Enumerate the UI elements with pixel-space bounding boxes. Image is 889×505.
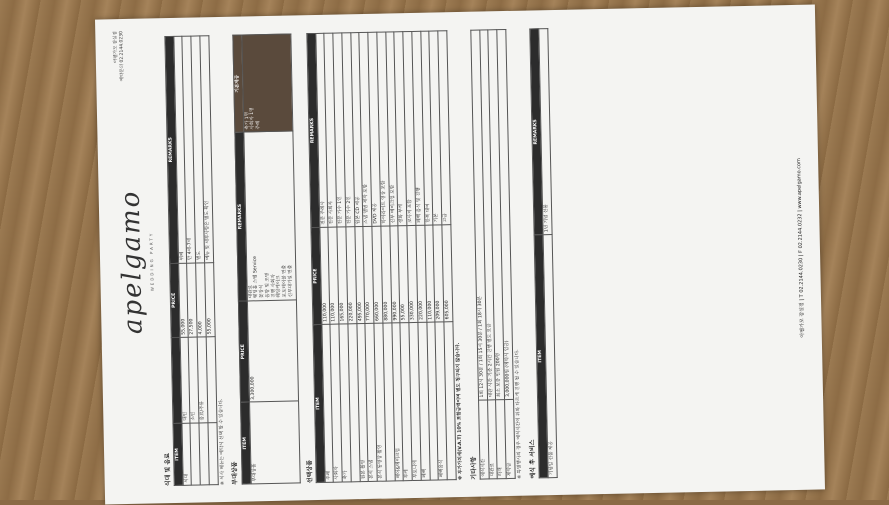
option-price: 110,000 [328, 226, 339, 323]
package-header: REMARKS [235, 132, 247, 301]
option-price: 165,000 [337, 226, 348, 323]
food-header: ITEM [173, 423, 183, 485]
option-remark: 전문 주례사 [316, 33, 329, 227]
option-price: 110,000 [320, 227, 331, 324]
option-price: 110,000 [424, 224, 435, 321]
option-price: 55,000 [398, 225, 409, 322]
option-item: 폐백 [418, 322, 430, 480]
food-cell: 식대 [182, 423, 192, 485]
package-remark: 웨딩케이크 [276, 274, 283, 298]
service-remark: 1년 기념 선물 [539, 28, 552, 234]
option-remark: DVD 제공 [368, 32, 381, 226]
package-extra-item: 주례 [256, 119, 262, 129]
brand-subtitle: WEDDING PARTY [147, 231, 155, 291]
food-cell: 메뉴 및 세부사항은 별도 확인 [200, 35, 213, 262]
package-extra-item: 사회자 1명 [250, 106, 256, 130]
option-item: 축가 [339, 323, 351, 481]
food-cell: 별도 [191, 35, 204, 262]
option-remark: 하이라이트 영상 포함 [377, 32, 390, 226]
option-price: 880,000 [381, 225, 392, 322]
option-item: 헤어&메이크업 [392, 322, 404, 480]
option-price: 605,000 [442, 224, 453, 321]
food-note: ※ 식사 메뉴는 예약시 선택 할 수 있습니다. [218, 397, 226, 485]
package-remarks [244, 131, 296, 301]
misc-value: 최소 보증 인원 200명 [488, 29, 504, 399]
package-extra-item: 축가 1명 [244, 111, 250, 130]
option-price: 495,000 [355, 226, 366, 323]
food-section [155, 35, 226, 486]
food-cell [208, 422, 218, 484]
misc-label: 대관료 [487, 399, 497, 478]
package-extra [241, 34, 292, 132]
package-header: PRICE [238, 300, 249, 402]
food-cell: 4,000 [196, 262, 206, 337]
option-price: 990,000 [389, 225, 400, 322]
food-cell: 소인 [189, 337, 200, 423]
package-dark-label: 기본제공 [233, 35, 244, 132]
package-section [223, 33, 301, 484]
option-price: 330,000 [407, 225, 418, 322]
misc-label: 예식시간 [479, 399, 489, 478]
vat-note: ※ 부가가치세(V.A.T) 10% 포함금액이며 별도 청구되지 않습니다. [455, 342, 464, 480]
options-header: REMARKS [307, 33, 320, 227]
option-item: 부케 [400, 322, 412, 480]
option-item: 본식 스냅 [365, 323, 377, 481]
options-table [306, 30, 456, 483]
food-title: 식대 및 음료 [163, 452, 172, 486]
option-remark: 기본 [429, 30, 442, 224]
service-header: REMARKS [530, 28, 543, 234]
service-item: 기념일 선물 제공 [543, 234, 557, 477]
food-cell [206, 336, 217, 422]
package-title: 부대상품 [231, 460, 240, 485]
misc-label: 계약금 [505, 399, 515, 478]
option-price: 770,000 [363, 226, 374, 323]
food-header: PRICE [170, 262, 180, 337]
option-item: 주례 [322, 324, 334, 482]
option-item: 부토니에 [409, 322, 421, 480]
options-title: 선택상품 [305, 459, 314, 483]
misc-value: 3,000,000원 (예약시 입금) [497, 29, 513, 399]
food-cell: 만 4세-7세 [182, 36, 195, 263]
option-remark: 원본 CD 제공 [351, 32, 364, 226]
option-item: 본식 동영상 촬영 [374, 323, 386, 481]
option-remark: 전문 가수 1인 [333, 32, 346, 226]
price-sheet [95, 5, 825, 505]
venue-address [113, 30, 125, 81]
options-header: ITEM [313, 324, 325, 482]
food-table [164, 35, 218, 486]
package-remark: 신부대기실 연출 [287, 264, 294, 297]
option-price: 220,000 [416, 225, 427, 322]
misc-label: 하객 [496, 399, 506, 478]
service-header: ITEM [534, 234, 548, 477]
food-cell: 뷔페 [174, 36, 187, 263]
table-row [241, 34, 299, 484]
package-remark: 포토테이블 연출 [282, 264, 288, 298]
option-remark: 폐백 음식 및 진행 [412, 31, 425, 225]
package-table [232, 33, 300, 484]
food-cell: 55,000 [205, 262, 215, 337]
option-remark: 전문 가수 2인 [342, 32, 355, 226]
misc-value: 대관 시간 기준 2시간 진행 별도 요금 [480, 29, 496, 399]
document-content [105, 12, 815, 497]
service-section [520, 28, 557, 478]
package-remark: 꽃장식 [259, 284, 265, 298]
package-remark: 음향 및 조명 [265, 272, 271, 298]
food-cell: 대인 [180, 337, 191, 423]
food-cell: 음료/주류 [197, 336, 208, 422]
option-remark: 고급 [438, 30, 451, 224]
option-price: 209,000 [433, 224, 444, 321]
address-line-2: 예약문의 02.2144.0230 [118, 30, 125, 81]
option-item: 폐백음식 [435, 321, 447, 479]
package-price: 3,300,000 [247, 299, 298, 402]
brand-header [105, 26, 158, 497]
option-price: 660,000 [372, 226, 383, 323]
package-header: ITEM [240, 402, 250, 484]
misc-section [461, 28, 524, 479]
food-header: REMARKS [165, 36, 178, 263]
options-section [297, 30, 464, 483]
service-title: 예식 후 서비스 [528, 438, 537, 479]
option-remark: 생화 부케 [394, 31, 407, 225]
option-price: 220,000 [346, 226, 357, 323]
misc-value: 1회 12시 30분 / 1회 15시 30분 / 1회 18시 30분 [471, 30, 487, 400]
food-cell: 27,500 [187, 262, 197, 337]
option-remark: 코사지 포함 [403, 31, 416, 225]
option-remark: 스냅 앨범 제작 포함 [359, 32, 372, 226]
food-cell: 55,000 [178, 262, 188, 337]
option-remark: 전문 사회자 [324, 33, 337, 227]
misc-note: ※ 특별행사의 경우 예식시간이 위와 다르게 진행 될 수 있습니다. [514, 348, 523, 479]
option-remark: 한복 대여 [420, 31, 433, 225]
address-line-1: 아펠가모 잠실점 [113, 30, 119, 63]
package-remark: 대관료 [248, 284, 254, 298]
footer-contact: 아펠가모 잠실점 | T 02.2144.0230 | F 02.2144.0232 | www.apelgamo.com [795, 157, 806, 338]
misc-title: 기타사항 [469, 456, 478, 480]
package-item: 부대상품 [249, 401, 300, 484]
option-remark: 신부 메이크업 포함 [385, 31, 398, 225]
package-remark: 웨딩홀 스탭 Service [253, 255, 260, 298]
brand-logo: apelgamo [115, 188, 149, 334]
options-header: PRICE [311, 227, 322, 324]
option-item: 사회자 [330, 324, 342, 482]
option-item: 원본 촬영 [357, 323, 369, 481]
package-remark: 진행 사회자 [270, 273, 277, 298]
